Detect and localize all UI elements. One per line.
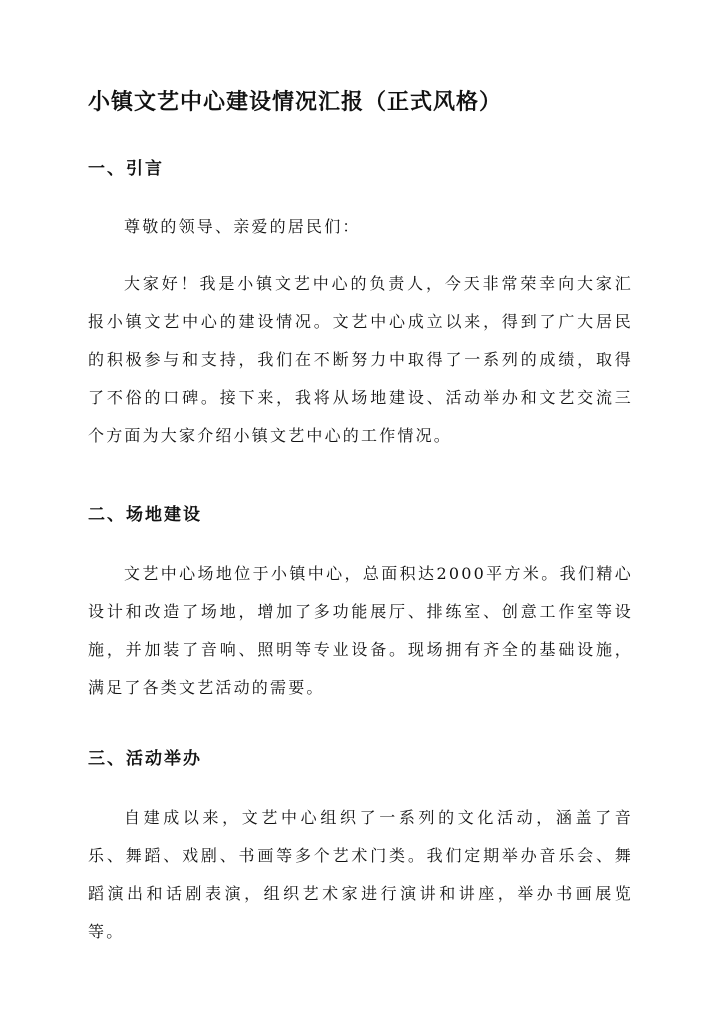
section-heading-activities: 三、活动举办 bbox=[88, 749, 202, 769]
paragraph-activities: 自建成以来，文艺中心组织了一系列的文化活动，涵盖了音乐、舞蹈、戏剧、书画等多个艺术门类。我们定期举办音乐会、舞蹈演出和话剧表演，组织艺术家进行演讲和讲座，举办书画展览等。 bbox=[88, 808, 633, 941]
document-title: 小镇文艺中心建设情况汇报（正式风格） bbox=[88, 89, 503, 115]
paragraph-introduction: 大家好！我是小镇文艺中心的负责人，今天非常荣幸向大家汇报小镇文艺中心的建设情况。文艺中心成立以来，得到了广大居民的积极参与和支持，我们在不断努力中取得了一系列的成绩，取得了不俗的口碑。接下来，我将从场地建设、活动举办和文艺交流三个方面为大家介绍小镇文艺中心的工作情况。 bbox=[88, 274, 633, 445]
section-heading-venue-construction: 二、场地建设 bbox=[88, 505, 202, 525]
section-heading-introduction: 一、引言 bbox=[88, 159, 164, 179]
paragraph-venue-construction: 文艺中心场地位于小镇中心，总面积达2000平方米。我们精心设计和改造了场地，增加了多功能展厅、排练室、创意工作室等设施，并加装了音响、照明等专业设备。现场拥有齐全的基础设施，满足了各类文艺活动的需要。 bbox=[88, 564, 633, 697]
paragraph-greeting: 尊敬的领导、亲爱的居民们： bbox=[124, 217, 361, 236]
